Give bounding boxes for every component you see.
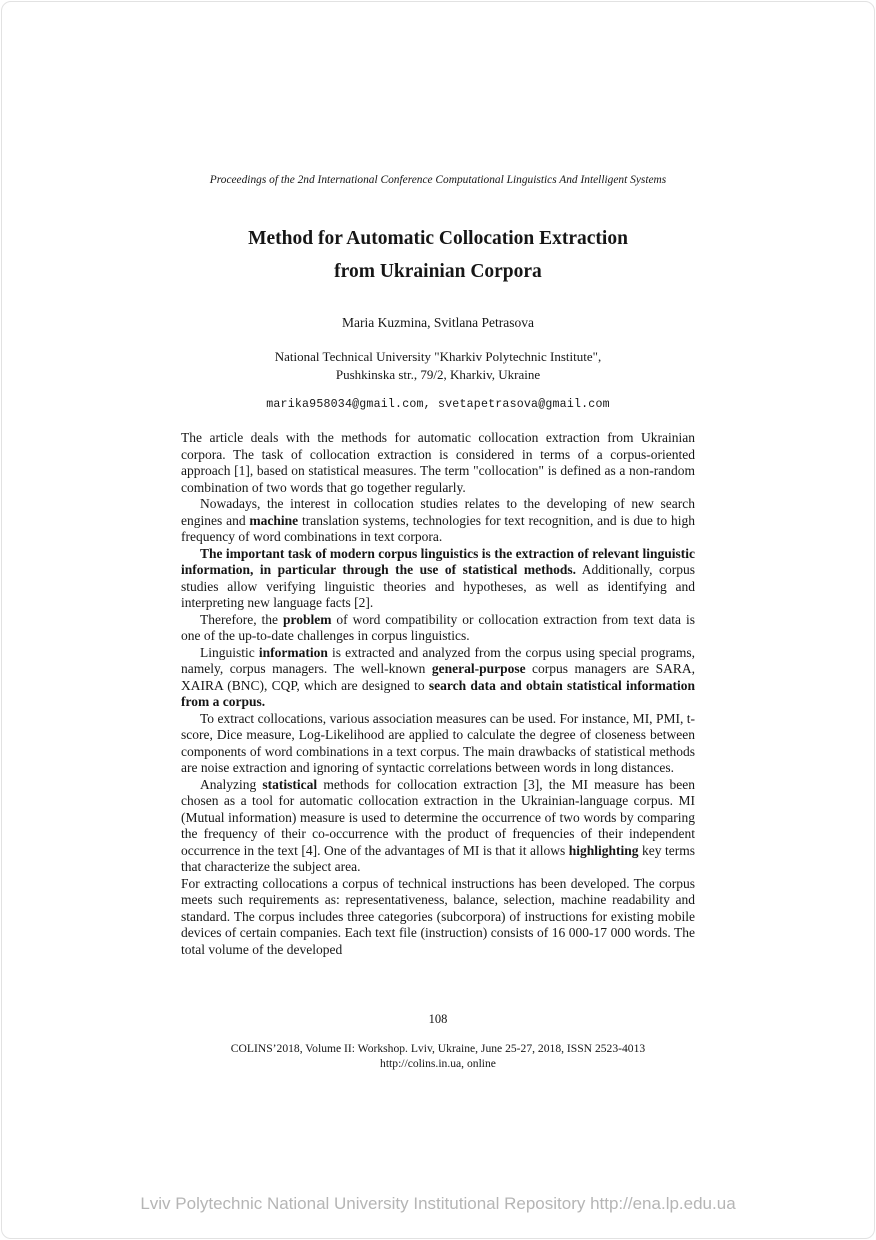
affiliation-line2: Pushkinska str., 79/2, Kharkiv, Ukraine bbox=[335, 366, 541, 382]
affiliation bbox=[181, 348, 695, 383]
paragraph-corpus-dev: For extracting collocations a corpus of technical instructions has been developed. The corpus meets such requirements as: representativeness, balance, selection, machine readability and standard. The corpus includes three categories (subcorpora) of instructions for existing mobile devices of certain companies. Each text file (instruction) consists of 16 000-17 000 words. The total volume of the developed bbox=[181, 875, 695, 957]
page-number: 108 bbox=[428, 1012, 448, 1026]
author-emails: marika958034@gmail.com, svetapetrasova@gmail.com bbox=[266, 398, 610, 411]
paper-page bbox=[1, 1, 875, 1239]
footer-conference-info: COLINS’2018, Volume II: Workshop. Lviv, Ukraine, June 25-27, 2018, ISSN 2523-4013 bbox=[230, 1042, 646, 1055]
paper-title-line1: Method for Automatic Collocation Extraction bbox=[248, 228, 628, 249]
affiliation-line1: National Technical University "Kharkiv Polytechnic Institute", bbox=[274, 349, 602, 364]
running-header: Proceedings of the 2nd International Conference Computational Linguistics And Intelligent Systems bbox=[209, 174, 667, 186]
paragraph-mi-measure: Analyzing statistical methods for collocation extraction [3], the MI measure has been chosen as a tool for automatic collocation extraction in the Ukrainian-language corpus. MI (Mutual information) measure is used to determine the occurrence of two words by comparing the frequency of their co-occurrence with the product of frequencies of their independent occurrence in the text [4]. One of the advantages of MI is that it allows highlighting key terms that characterize the subject area. bbox=[181, 776, 695, 874]
repository-watermark: Lviv Polytechnic National University Institutional Repository http://ena.lp.edu.ua bbox=[140, 1194, 736, 1213]
paper-title-line2: from Ukrainian Corpora bbox=[334, 261, 542, 282]
page-content bbox=[181, 2, 695, 958]
paragraph-corpus-managers: Linguistic information is extracted and analyzed from the corpus using special programs, namely, corpus managers. The well-known general-purpose corpus managers are SARA, XAIRA (BNC), CQP, which are designed to search data and obtain statistical information from a corpus. bbox=[181, 644, 696, 709]
paragraph-problem: Therefore, the problem of word compatibility or collocation extraction from text data is one of the up-to-date challenges in corpus linguistics. bbox=[181, 611, 695, 643]
paper-title bbox=[181, 222, 695, 288]
paragraph-nowadays: Nowadays, the interest in collocation studies relates to the developing of new search engines and machine translation systems, technologies for text recognition, and is due to high frequency of word combinations in text corpora. bbox=[181, 496, 695, 544]
paragraph-abstract: The article deals with the methods for automatic collocation extraction from Ukrainian corpora. The task of collocation extraction is considered in terms of a corpus-oriented approach [1], based on statistical measures. The term "collocation" is defined as a non-random combination of two words that go together regularly. bbox=[181, 430, 695, 495]
page-footer bbox=[2, 1042, 874, 1071]
footer-url: http://colins.in.ua, online bbox=[380, 1056, 496, 1070]
paragraph-measures: To extract collocations, various association measures can be used. For instance, MI, PMI, t-score, Dice measure, Log-Likelihood are applied to calculate the degree of closeness between components of word combinations in a text corpus. The main drawbacks of statistical methods are noise extraction and ignoring of syntactic correlations between words in long distances. bbox=[181, 710, 695, 775]
authors: Maria Kuzmina, Svitlana Petrasova bbox=[342, 315, 534, 330]
paragraph-important-task: The important task of modern corpus linguistics is the extraction of relevant linguistic information, in particular through the use of statistical methods. Additionally, corpus studies allow verifying linguistic theories and hypotheses, as well as identifying and interpreting new language facts [2]. bbox=[181, 545, 695, 610]
article-body bbox=[181, 430, 695, 958]
